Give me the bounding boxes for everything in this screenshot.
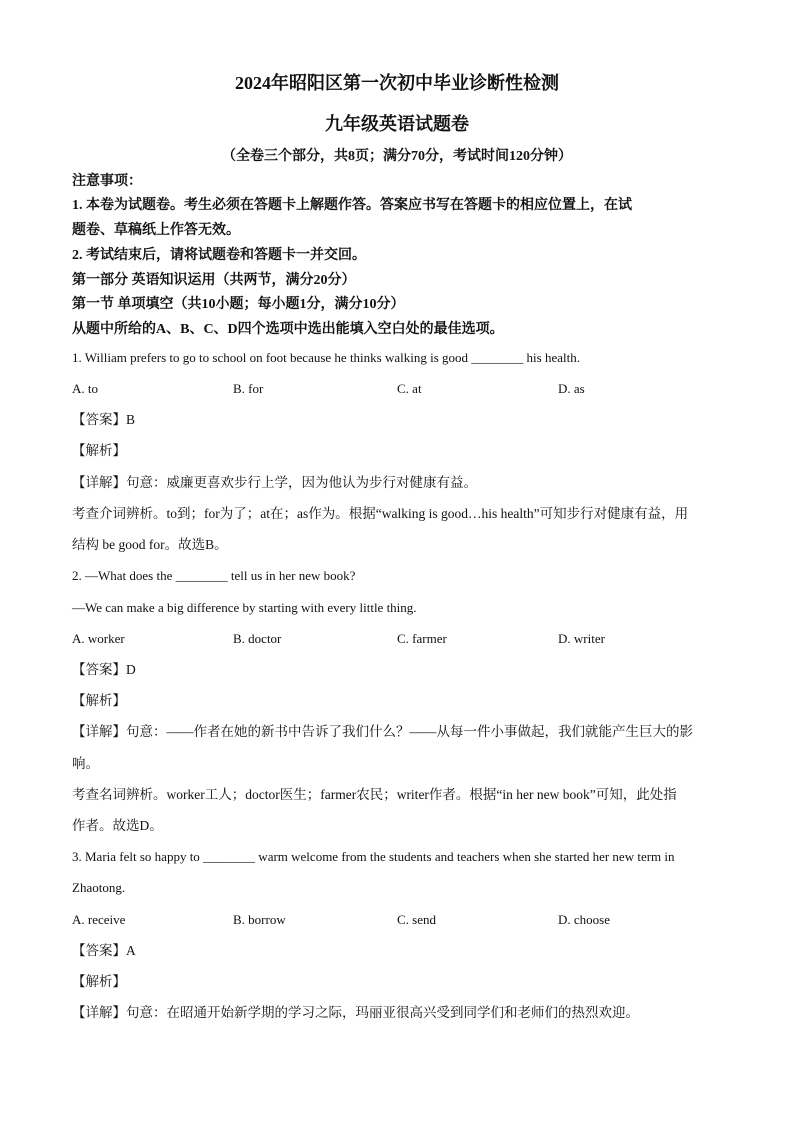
question-1-answer: 【答案】B <box>72 412 136 427</box>
part-heading: 第一部分 英语知识运用（共两节，满分20分） <box>72 273 356 288</box>
question-3-option-b: B. borrow <box>233 912 286 927</box>
question-2-option-a: A. worker <box>72 631 125 646</box>
question-1-detail-2: 考查介词辨析。to到；for为了；at在；as作为。根据“walking is good…his health”可知步行对健康有益，用 <box>72 506 689 521</box>
question-3-option-c: C. send <box>397 912 436 927</box>
exam-title: 2024年昭阳区第一次初中毕业诊断性检测 <box>235 73 559 93</box>
notice-item-1-cont: 题卷、草稿纸上作答无效。 <box>72 223 240 238</box>
notice-heading: 注意事项： <box>72 174 142 189</box>
question-1-stem: 1. William prefers to go to school on foot because he thinks walking is good ________ his health. <box>72 350 580 365</box>
question-2-option-d: D. writer <box>558 631 605 646</box>
question-2-stem-2: —We can make a big difference by starting with every little thing. <box>72 600 417 615</box>
exam-info: （全卷三个部分，共8页；满分70分，考试时间120分钟） <box>222 149 572 164</box>
notice-item-2: 2. 考试结束后，请将试题卷和答题卡一并交回。 <box>72 248 366 263</box>
question-3-stem-2: Zhaotong. <box>72 880 126 895</box>
question-2-stem: 2. —What does the ________ tell us in her new book? <box>72 568 356 583</box>
question-1-detail-3: 结构 be good for。故选B。 <box>72 537 228 552</box>
question-3-answer: 【答案】A <box>72 943 136 958</box>
question-2-detail-4: 作者。故选D。 <box>72 818 163 833</box>
question-3-option-a: A. receive <box>72 912 126 927</box>
question-1-analysis-label: 【解析】 <box>72 443 126 458</box>
instruction: 从题中所给的A、B、C、D四个选项中选出能填入空白处的最佳选项。 <box>72 322 504 337</box>
question-2-option-c: C. farmer <box>397 631 447 646</box>
question-2-detail: 【详解】句意：——作者在她的新书中告诉了我们什么？——从每一件小事做起，我们就能产生巨大的影 <box>72 724 693 739</box>
question-1-option-d: D. as <box>558 381 585 396</box>
question-2-detail-2: 响。 <box>72 756 99 771</box>
question-1-option-a: A. to <box>72 381 98 396</box>
question-2-answer: 【答案】D <box>72 662 136 677</box>
question-3-analysis-label: 【解析】 <box>72 974 126 989</box>
question-2-detail-3: 考查名词辨析。worker工人；doctor医生；farmer农民；writer作者。根据“in her new book”可知，此处指 <box>72 787 677 802</box>
exam-subtitle: 九年级英语试题卷 <box>325 114 469 134</box>
question-3-detail: 【详解】句意：在昭通开始新学期的学习之际，玛丽亚很高兴受到同学们和老师们的热烈欢迎。 <box>72 1005 639 1020</box>
question-2-option-b: B. doctor <box>233 631 282 646</box>
question-1-option-c: C. at <box>397 381 422 396</box>
question-3-stem: 3. Maria felt so happy to ________ warm welcome from the students and teachers when she started her new term in <box>72 849 675 864</box>
notice-item-1: 1. 本卷为试题卷。考生必须在答题卡上解题作答。答案应书写在答题卡的相应位置上，在试 <box>72 198 632 213</box>
question-3-option-d: D. choose <box>558 912 610 927</box>
section-heading: 第一节 单项填空（共10小题；每小题1分，满分10分） <box>72 297 405 312</box>
question-1-option-b: B. for <box>233 381 264 396</box>
question-2-analysis-label: 【解析】 <box>72 693 126 708</box>
question-1-detail: 【详解】句意：威廉更喜欢步行上学，因为他认为步行对健康有益。 <box>72 475 477 490</box>
